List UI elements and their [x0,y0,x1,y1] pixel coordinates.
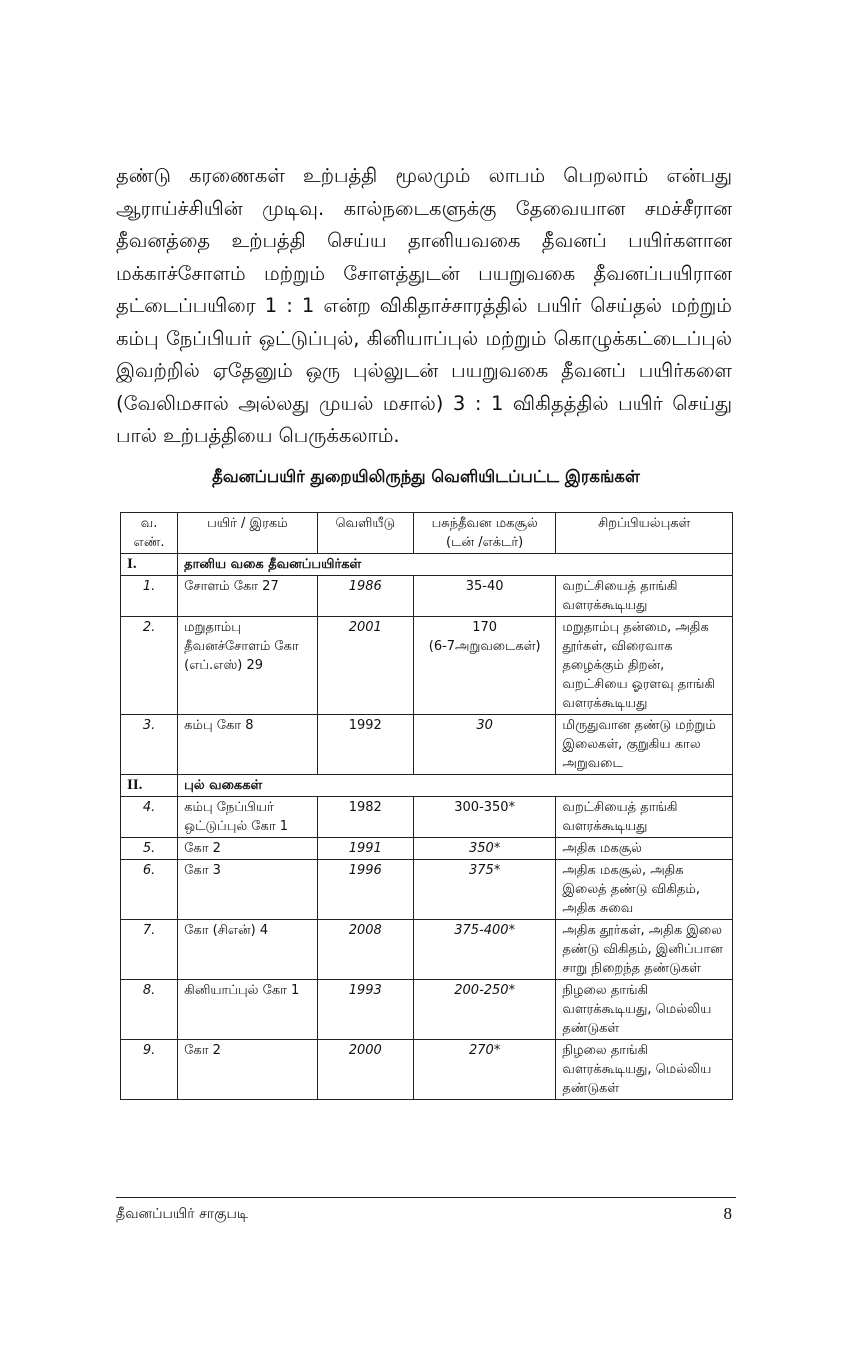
section-title: புல் வகைகள் [178,775,733,797]
table-header-row [121,513,733,554]
table-row [121,617,733,715]
row-serial-no: 5. [121,838,178,860]
row-yield-cell [413,617,555,715]
row-year: 1993 [317,980,413,1040]
row-yield: 170 [472,620,498,635]
row-features: அதிக மகசூல் [556,838,733,860]
row-yield: 375-400* [413,920,555,980]
row-yield: 200-250* [413,980,555,1040]
header-features: சிறப்பியல்புகள் [556,513,733,554]
row-year: 1992 [317,715,413,775]
row-year: 1982 [317,797,413,838]
row-crop: கோ 3 [178,860,317,920]
section-row-cereal-fodder [121,554,733,576]
row-yield: 270* [413,1040,555,1100]
row-features: அதிக மகசூல், அதிக இலைத் தண்டு விகிதம், அதிக சுவை [556,860,733,920]
table-row [121,838,733,860]
header-green-fodder-yield: பசுந்தீவன மகசூல் (டன் /எக்டர்) [413,513,555,554]
row-serial-no: 1. [121,576,178,617]
table-row [121,980,733,1040]
table-row [121,715,733,775]
row-serial-no: 6. [121,860,178,920]
row-crop: கம்பு கோ 8 [178,715,317,775]
varieties-table [120,512,733,1100]
row-crop: கோ (சிஎன்) 4 [178,920,317,980]
row-year: 1986 [317,576,413,617]
section-title: தானிய வகை தீவனப்பயிர்கள் [178,554,733,576]
row-yield: 350* [413,838,555,860]
row-year: 1991 [317,838,413,860]
table-row [121,1040,733,1100]
header-crop-variety: பயிர் / இரகம் [178,513,317,554]
section-roman-numeral: I. [121,554,178,576]
header-release-year: வெளியீடு [317,513,413,554]
row-serial-no: 9. [121,1040,178,1100]
row-yield: 300-350* [413,797,555,838]
footer-book-title: தீவனப்பயிர் சாகுபடி [116,1206,249,1222]
row-yield: 35-40 [413,576,555,617]
row-features: வறட்சியைத் தாங்கி வளரக்கூடியது [556,797,733,838]
header-serial-no: வ. எண். [121,513,178,554]
section-row-grass-types [121,775,733,797]
row-serial-no: 2. [121,617,178,715]
row-features: நிழலை தாங்கி வளரக்கூடியது, மெல்லிய தண்டுகள் [556,1040,733,1100]
row-year: 2008 [317,920,413,980]
row-year: 1996 [317,860,413,920]
body-paragraph: தண்டு கரணைகள் உற்பத்தி மூலமும் லாபம் பெறலாம் என்பது ஆராய்ச்சியின் முடிவு. கால்நடைகளுக்கு தேவையான சமச்சீரான தீவனத்தை உற்பத்தி செய்ய தானியவகை தீவனப் பயிர்களான மக்காச்சோளம் மற்றும் சோளத்துடன் பயறுவகை தீவனப்பயிரான தட்டைப்பயிரை 1 : 1 என்ற விகிதாச்சாரத்தில் பயிர் செய்தல் மற்றும் கம்பு நேப்பியர் ஒட்டுப்புல், கினியாப்புல் மற்றும் கொழுக்கட்டைப்புல் இவற்றில் ஏதேனும் ஒரு புல்லுடன் பயறுவகை தீவனப் பயிர்களை (வேலிமசால் அல்லது முயல் மசால்) 3 : 1 விகிதத்தில் பயிர் செய்து பால் உற்பத்தியை பெருக்கலாம். [116,164,732,447]
row-crop: கம்பு நேப்பியர் ஒட்டுப்புல் கோ 1 [178,797,317,838]
row-crop: மறுதாம்பு தீவனச்சோளம் கோ (எப்.எஸ்) 29 [178,617,317,715]
row-yield: 30 [413,715,555,775]
section-roman-numeral: II. [121,775,178,797]
row-year: 2000 [317,1040,413,1100]
row-serial-no: 8. [121,980,178,1040]
footer-divider [116,1197,736,1198]
row-features: மறுதாம்பு தன்மை, அதிக தூர்கள், விரைவாக தழைக்கும் திறன், வறட்சியை ஓரளவு தாங்கி வளரக்கூடியது [556,617,733,715]
row-features: வறட்சியைத் தாங்கி வளரக்கூடியது [556,576,733,617]
row-serial-no: 3. [121,715,178,775]
table-row [121,920,733,980]
row-features: அதிக தூர்கள், அதிக இலை தண்டு விகிதம், இனிப்பான சாறு நிறைந்த தண்டுகள் [556,920,733,980]
row-yield-note: (6-7அறுவடைகள்) [428,639,541,654]
row-features: நிழலை தாங்கி வளரக்கூடியது, மெல்லிய தண்டுகள் [556,980,733,1040]
row-crop: கோ 2 [178,1040,317,1100]
row-serial-no: 4. [121,797,178,838]
table-row [121,576,733,617]
row-crop: கினியாப்புல் கோ 1 [178,980,317,1040]
row-serial-no: 7. [121,920,178,980]
row-year: 2001 [317,617,413,715]
table-row [121,797,733,838]
row-crop: சோளம் கோ 27 [178,576,317,617]
table-title: தீவனப்பயிர் துறையிலிருந்து வெளியிடப்பட்ட இரகங்கள் [212,467,640,486]
table-row [121,860,733,920]
row-crop: கோ 2 [178,838,317,860]
page-number: 8 [723,1204,732,1223]
row-yield: 375* [413,860,555,920]
row-features: மிருதுவான தண்டு மற்றும் இலைகள், குறுகிய கால அறுவடை [556,715,733,775]
